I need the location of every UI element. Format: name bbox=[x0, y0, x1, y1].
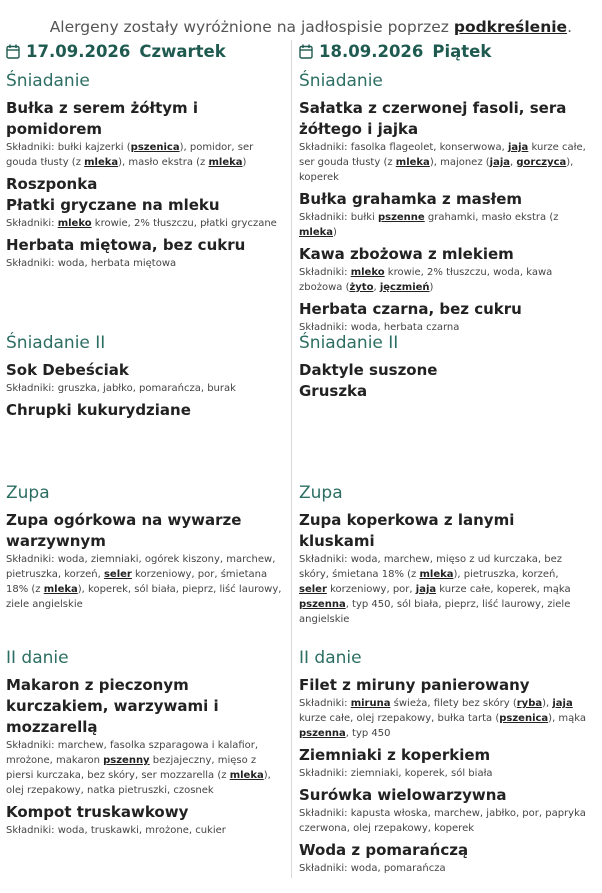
column-divider bbox=[291, 40, 292, 878]
day-header bbox=[299, 40, 589, 62]
dish-name: Bułka z serem żółtym i pomidorem bbox=[6, 99, 199, 138]
calendar-icon bbox=[299, 44, 313, 59]
dish-ingredients: Składniki: ziemniaki, koperek, sól biała bbox=[299, 768, 493, 779]
allergen-jaja: jaja bbox=[552, 698, 573, 709]
dish-ingredients: Składniki: miruna świeża, filety bez skóry (ryba), jaja kurze całe, olej rzepakowy, bułka tarta (pszenica), mąka pszenna, typ 450 bbox=[299, 698, 587, 739]
meal-section-ii-danie bbox=[299, 647, 589, 880]
allergen-mleka: mleka bbox=[84, 157, 119, 168]
allergen-pszenna: pszenna bbox=[299, 728, 346, 739]
allergen-seler: seler bbox=[299, 584, 327, 595]
allergen-mleka: mleka bbox=[43, 584, 78, 595]
dish-name: Ziemniaki z koperkiem bbox=[299, 746, 491, 764]
dish-ingredients: Składniki: mleko krowie, 2% tłuszczu, płatki gryczane bbox=[6, 218, 277, 229]
meal-section-zupa bbox=[6, 482, 286, 616]
section-title: Zupa bbox=[6, 483, 50, 503]
day-header bbox=[6, 40, 286, 62]
dish-name: Surówka wielowarzywna bbox=[299, 786, 507, 804]
meal-section-ii-danie bbox=[6, 647, 286, 842]
dish-name: Płatki gryczane na mleku bbox=[6, 196, 220, 214]
allergen-notice-suffix: . bbox=[567, 18, 572, 36]
allergen-pszenny: pszenny bbox=[103, 755, 150, 766]
allergen-mleko: mleko bbox=[57, 218, 92, 229]
section-title: II danie bbox=[299, 648, 362, 668]
dish-name: Woda z pomarańczą bbox=[299, 841, 469, 859]
allergen-mleka: mleka bbox=[229, 770, 264, 781]
dish-ingredients: Składniki: kapusta włoska, marchew, jabłko, por, papryka czerwona, olej rzepakowy, koperek bbox=[299, 808, 586, 834]
day-weekday: Czwartek bbox=[139, 41, 226, 61]
dish-ingredients: Składniki: woda, herbata miętowa bbox=[6, 258, 177, 269]
dish-name: Makaron z pieczonym kurczakiem, warzywami i mozzarellą bbox=[6, 676, 219, 736]
dish-name: Daktyle suszone bbox=[299, 361, 438, 379]
allergen-notice bbox=[50, 18, 572, 36]
section-title: Śniadanie bbox=[299, 71, 383, 91]
dish-name: Herbata miętowa, bez cukru bbox=[6, 236, 246, 254]
dish-name: Chrupki kukurydziane bbox=[6, 401, 191, 419]
allergen-seler: seler bbox=[103, 569, 132, 580]
day-weekday: Piątek bbox=[432, 41, 492, 61]
dish-ingredients: Składniki: gruszka, jabłko, pomarańcza, burak bbox=[6, 383, 236, 394]
dish-ingredients: Składniki: bułki pszenne grahamki, masło ekstra (z mleka) bbox=[299, 212, 559, 238]
section-title: II danie bbox=[6, 648, 69, 668]
dish-ingredients: Składniki: mleko krowie, 2% tłuszczu, woda, kawa zbożowa (żyto, jęczmień) bbox=[299, 267, 553, 293]
dish-name: Zupa ogórkowa na wywarze warzywnym bbox=[6, 511, 242, 550]
allergen-ryba: ryba bbox=[516, 698, 543, 709]
allergen-jaja: jaja bbox=[489, 157, 511, 168]
dish-ingredients: Składniki: woda, ziemniaki, ogórek kiszony, marchew, pietruszka, korzeń, seler korzeniowy, por, śmietana 18% (z mleka), koperek, sól biała, pieprz, liść laurowy, ziele angielskie bbox=[6, 554, 282, 610]
dish-ingredients: Składniki: fasolka flageolet, konserwowa, jaja kurze całe, ser gouda tłusty (z mleka), majonez (jaja, gorczyca), koperek bbox=[299, 142, 586, 183]
allergen-pszenica: pszenica bbox=[499, 713, 549, 724]
dish-name: Sok Debeściak bbox=[6, 361, 129, 379]
dish-name: Gruszka bbox=[299, 382, 368, 400]
dish-name: Herbata czarna, bez cukru bbox=[299, 300, 522, 318]
allergen-pszenna: pszenna bbox=[299, 599, 346, 610]
allergen-gorczyca: gorczyca bbox=[516, 157, 567, 168]
allergen-notice-prefix: Alergeny zostały wyróżnione na jadłospisie poprzez bbox=[49, 18, 454, 36]
section-title: Śniadanie II bbox=[6, 333, 106, 353]
allergen-jeczmien: jęczmień bbox=[379, 282, 430, 293]
allergen-pszenne: pszenne bbox=[377, 212, 425, 223]
allergen-mleka: mleka bbox=[208, 157, 243, 168]
meal-section-sniadanie bbox=[6, 70, 286, 275]
allergen-zyto: żyto bbox=[349, 282, 374, 293]
section-title: Śniadanie II bbox=[299, 333, 399, 353]
section-title: Śniadanie bbox=[6, 71, 90, 91]
dish-name: Sałatka z czerwonej fasoli, sera żółtego i jajka bbox=[299, 99, 567, 138]
dish-ingredients: Składniki: woda, marchew, mięso z ud kurczaka, bez skóry, śmietana 18% (z mleka), pietruszka, korzeń, seler korzeniowy, por, jaja kurze całe, koperek, mąka pszenna, typ 450, sól biała, pieprz, liść laurowy, ziele angielskie bbox=[299, 554, 571, 625]
day-date: 17.09.2026 bbox=[26, 41, 131, 61]
meal-section-sniadanie-ii bbox=[299, 332, 589, 402]
dish-name: Kompot truskawkowy bbox=[6, 803, 189, 821]
allergen-jaja: jaja bbox=[415, 584, 437, 595]
allergen-miruna: miruna bbox=[350, 698, 391, 709]
dish-ingredients: Składniki: woda, truskawki, mrożone, cukier bbox=[6, 825, 226, 836]
allergen-mleka: mleka bbox=[395, 157, 430, 168]
day-column-0 bbox=[6, 40, 286, 836]
dish-ingredients: Składniki: woda, herbata czarna bbox=[299, 322, 460, 333]
dish-name: Roszponka bbox=[6, 175, 98, 193]
meal-section-zupa bbox=[299, 482, 589, 631]
meal-section-sniadanie bbox=[299, 70, 589, 339]
allergen-notice-highlight: podkreślenie bbox=[453, 18, 568, 36]
dish-name: Filet z miruny panierowany bbox=[299, 676, 530, 694]
allergen-mleko: mleko bbox=[350, 267, 385, 278]
dish-ingredients: Składniki: woda, pomarańcza bbox=[299, 863, 446, 874]
section-title: Zupa bbox=[299, 483, 343, 503]
day-date: 18.09.2026 bbox=[319, 41, 424, 61]
allergen-pszenica: pszenica bbox=[130, 142, 180, 153]
dish-name: Bułka grahamka z masłem bbox=[299, 190, 523, 208]
allergen-mleka: mleka bbox=[299, 227, 334, 238]
calendar-icon bbox=[6, 44, 20, 59]
dish-name: Kawa zbożowa z mlekiem bbox=[299, 245, 514, 263]
allergen-mleka: mleka bbox=[419, 569, 454, 580]
day-column-1 bbox=[299, 40, 589, 874]
meal-section-sniadanie-ii bbox=[6, 332, 286, 421]
dish-name: Zupa koperkowa z lanymi kluskami bbox=[299, 511, 515, 550]
dish-ingredients: Składniki: bułki kajzerki (pszenica), pomidor, ser gouda tłusty (z mleka), masło ekstra (z mleka) bbox=[6, 142, 254, 168]
allergen-jaja: jaja bbox=[507, 142, 529, 153]
dish-ingredients: Składniki: marchew, fasolka szparagowa i kalafior, mrożone, makaron pszenny bezjajeczny, mięso z piersi kurczaka, bez skóry, ser mozzarella (z mleka), olej rzepakowy, natka pietruszki, czosnek bbox=[6, 740, 271, 796]
